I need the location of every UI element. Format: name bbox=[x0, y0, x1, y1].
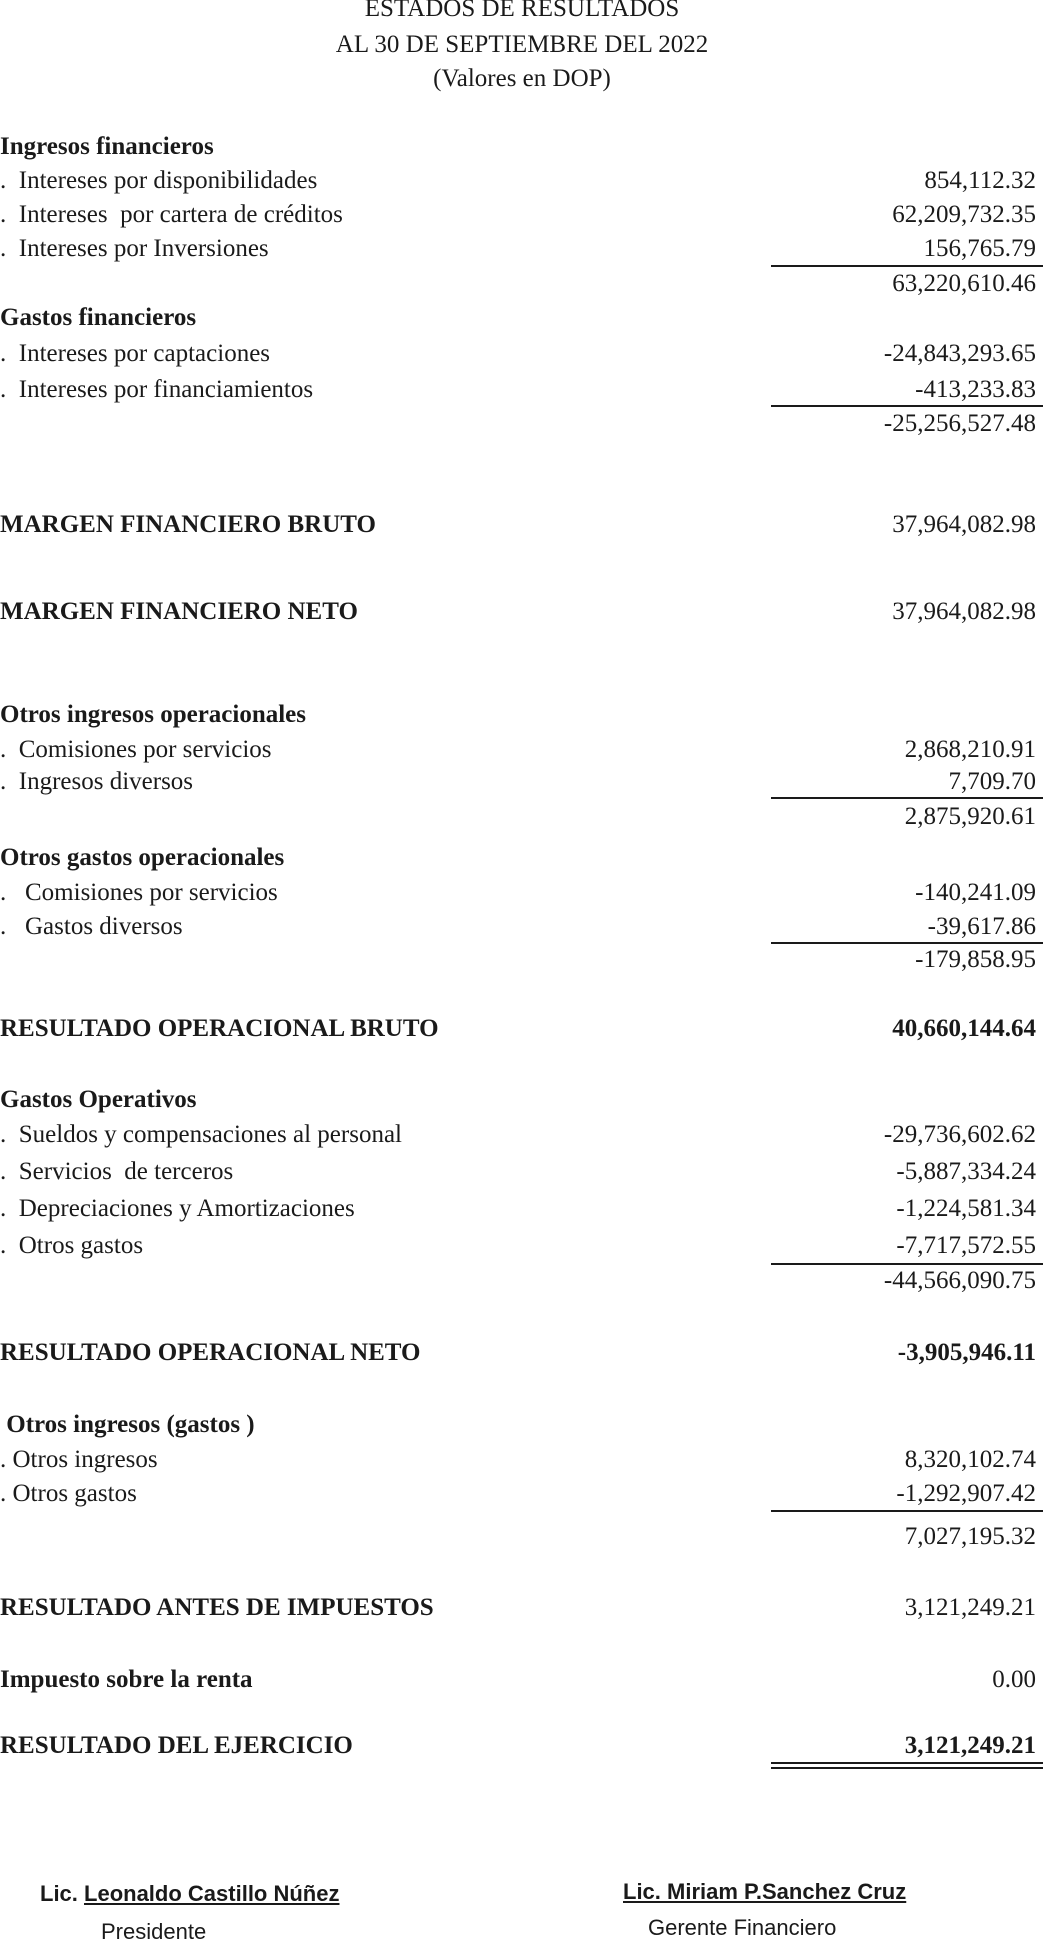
subtotal-rule bbox=[771, 1510, 1043, 1512]
line-item-label: . Gastos diversos bbox=[0, 913, 183, 940]
subtotal-row bbox=[0, 943, 1044, 977]
total-amount: -3,905,946.11 bbox=[897, 1339, 1036, 1366]
section-heading-label: Gastos financieros bbox=[0, 304, 197, 331]
line-item-amount: -1,224,581.34 bbox=[896, 1195, 1036, 1222]
section-heading-gastos-financieros bbox=[0, 301, 1044, 335]
line-item bbox=[0, 373, 1044, 407]
line-item-amount: -140,241.09 bbox=[915, 879, 1036, 906]
line-item bbox=[0, 1192, 1044, 1226]
total-label: MARGEN FINANCIERO NETO bbox=[0, 598, 358, 625]
subtotal-amount: -44,566,090.75 bbox=[883, 1267, 1036, 1294]
total-row-margen-neto bbox=[0, 595, 1044, 629]
line-item-label: . Intereses por captaciones bbox=[0, 340, 271, 367]
signature-right-person: Lic. Miriam P.Sanchez Cruz bbox=[623, 1879, 907, 1904]
total-row-margen-bruto bbox=[0, 508, 1044, 542]
section-heading-label: Otros ingresos operacionales bbox=[0, 701, 307, 728]
line-item-label: . Intereses por disponibilidades bbox=[0, 167, 318, 194]
line-item-amount: -413,233.83 bbox=[915, 376, 1036, 403]
subtotal-row bbox=[0, 267, 1044, 301]
total-amount: 40,660,144.64 bbox=[892, 1015, 1036, 1042]
total-amount: 3,121,249.21 bbox=[904, 1594, 1036, 1621]
line-item bbox=[0, 733, 1044, 767]
subtotal-row bbox=[0, 407, 1044, 441]
line-item-label: . Intereses por financiamientos bbox=[0, 376, 314, 403]
line-item-label: . Comisiones por servicios bbox=[0, 879, 278, 906]
line-item-amount: 7,709.70 bbox=[948, 768, 1036, 795]
line-item bbox=[0, 164, 1044, 198]
section-heading-label: Gastos Operativos bbox=[0, 1086, 197, 1113]
line-item-label: . Intereses por cartera de créditos bbox=[0, 201, 343, 228]
total-amount: 3,121,249.21 bbox=[904, 1732, 1036, 1759]
line-item-label: . Sueldos y compensaciones al personal bbox=[0, 1121, 402, 1148]
line-item-label: . Intereses por Inversiones bbox=[0, 235, 269, 262]
line-item-amount: 8,320,102.74 bbox=[904, 1446, 1036, 1473]
total-row-resultado-antes-impuestos bbox=[0, 1591, 1044, 1625]
total-label: RESULTADO DEL EJERCICIO bbox=[0, 1732, 353, 1759]
subtotal-row bbox=[0, 1520, 1044, 1554]
signature-left-prefix: Lic. bbox=[40, 1881, 85, 1906]
total-amount: 0.00 bbox=[992, 1666, 1036, 1693]
line-item bbox=[0, 232, 1044, 266]
line-item-amount: -29,736,602.62 bbox=[883, 1121, 1036, 1148]
subtotal-row bbox=[0, 1264, 1044, 1298]
line-item-label: . Comisiones por servicios bbox=[0, 736, 272, 763]
total-label: RESULTADO OPERACIONAL NETO bbox=[0, 1339, 421, 1366]
subtotal-row bbox=[0, 800, 1044, 834]
line-item-label: . Otros ingresos bbox=[0, 1446, 158, 1473]
line-item-label: . Otros gastos bbox=[0, 1480, 137, 1507]
total-row-resultado-operacional-neto bbox=[0, 1336, 1044, 1370]
line-item-label: . Depreciaciones y Amortizaciones bbox=[0, 1195, 355, 1222]
line-item bbox=[0, 910, 1044, 944]
total-row-resultado-operacional-bruto bbox=[0, 1012, 1044, 1046]
signature-right-role: Gerente Financiero bbox=[648, 1915, 837, 1940]
signature-left-person: Leonaldo Castillo Núñez bbox=[84, 1881, 340, 1906]
section-heading-label: Otros gastos operacionales bbox=[0, 844, 285, 871]
statement-date: AL 30 DE SEPTIEMBRE DEL 2022 bbox=[335, 31, 709, 58]
grand-total-double-rule bbox=[771, 1762, 1043, 1769]
signature-right-name bbox=[623, 1878, 906, 1906]
line-item-amount: -5,887,334.24 bbox=[896, 1158, 1036, 1185]
line-item bbox=[0, 1477, 1044, 1511]
line-item bbox=[0, 1443, 1044, 1477]
line-item bbox=[0, 198, 1044, 232]
subtotal-amount: 2,875,920.61 bbox=[904, 803, 1036, 830]
subtotal-amount: -179,858.95 bbox=[915, 946, 1036, 973]
total-label: RESULTADO ANTES DE IMPUESTOS bbox=[0, 1594, 434, 1621]
section-heading-otros-ingresos-gastos bbox=[0, 1408, 1044, 1442]
statement-title: ESTADOS DE RESULTADOS bbox=[364, 0, 680, 22]
total-label: Impuesto sobre la renta bbox=[0, 1666, 253, 1693]
line-item bbox=[0, 876, 1044, 910]
line-item-amount: 156,765.79 bbox=[923, 235, 1036, 262]
line-item bbox=[0, 765, 1044, 799]
line-item-amount: -24,843,293.65 bbox=[883, 340, 1036, 367]
section-heading-gastos-operativos bbox=[0, 1083, 1044, 1117]
line-item-amount: 62,209,732.35 bbox=[892, 201, 1036, 228]
line-item-label: . Otros gastos bbox=[0, 1232, 144, 1259]
signature-left-name bbox=[40, 1880, 339, 1908]
total-label: MARGEN FINANCIERO BRUTO bbox=[0, 511, 376, 538]
line-item-label: . Ingresos diversos bbox=[0, 768, 194, 795]
line-item-amount: -1,292,907.42 bbox=[896, 1480, 1036, 1507]
line-item-amount: -39,617.86 bbox=[927, 913, 1036, 940]
total-amount: 37,964,082.98 bbox=[892, 598, 1036, 625]
section-heading-label: Ingresos financieros bbox=[0, 133, 214, 160]
section-heading-otros-ingresos-operacionales bbox=[0, 698, 1044, 732]
line-item-label: . Servicios de terceros bbox=[0, 1158, 234, 1185]
total-label: RESULTADO OPERACIONAL BRUTO bbox=[0, 1015, 439, 1042]
line-item bbox=[0, 1155, 1044, 1189]
section-heading-label: Otros ingresos (gastos ) bbox=[0, 1411, 255, 1438]
total-amount: 37,964,082.98 bbox=[892, 511, 1036, 538]
line-item-amount: -7,717,572.55 bbox=[896, 1232, 1036, 1259]
section-heading-ingresos-financieros bbox=[0, 130, 1044, 164]
line-item bbox=[0, 1229, 1044, 1263]
subtotal-rule bbox=[771, 797, 1043, 799]
total-row-resultado-ejercicio bbox=[0, 1729, 1044, 1763]
section-heading-otros-gastos-operacionales bbox=[0, 841, 1044, 875]
line-item bbox=[0, 1118, 1044, 1152]
subtotal-amount: 7,027,195.32 bbox=[904, 1523, 1036, 1550]
signature-left-role: Presidente bbox=[101, 1919, 207, 1944]
line-item-amount: 2,868,210.91 bbox=[904, 736, 1036, 763]
total-row-impuesto-renta bbox=[0, 1663, 1044, 1697]
subtotal-amount: 63,220,610.46 bbox=[892, 270, 1036, 297]
subtotal-amount: -25,256,527.48 bbox=[883, 410, 1036, 437]
line-item bbox=[0, 337, 1044, 371]
statement-currency: (Valores en DOP) bbox=[433, 65, 611, 92]
line-item-amount: 854,112.32 bbox=[924, 167, 1036, 194]
